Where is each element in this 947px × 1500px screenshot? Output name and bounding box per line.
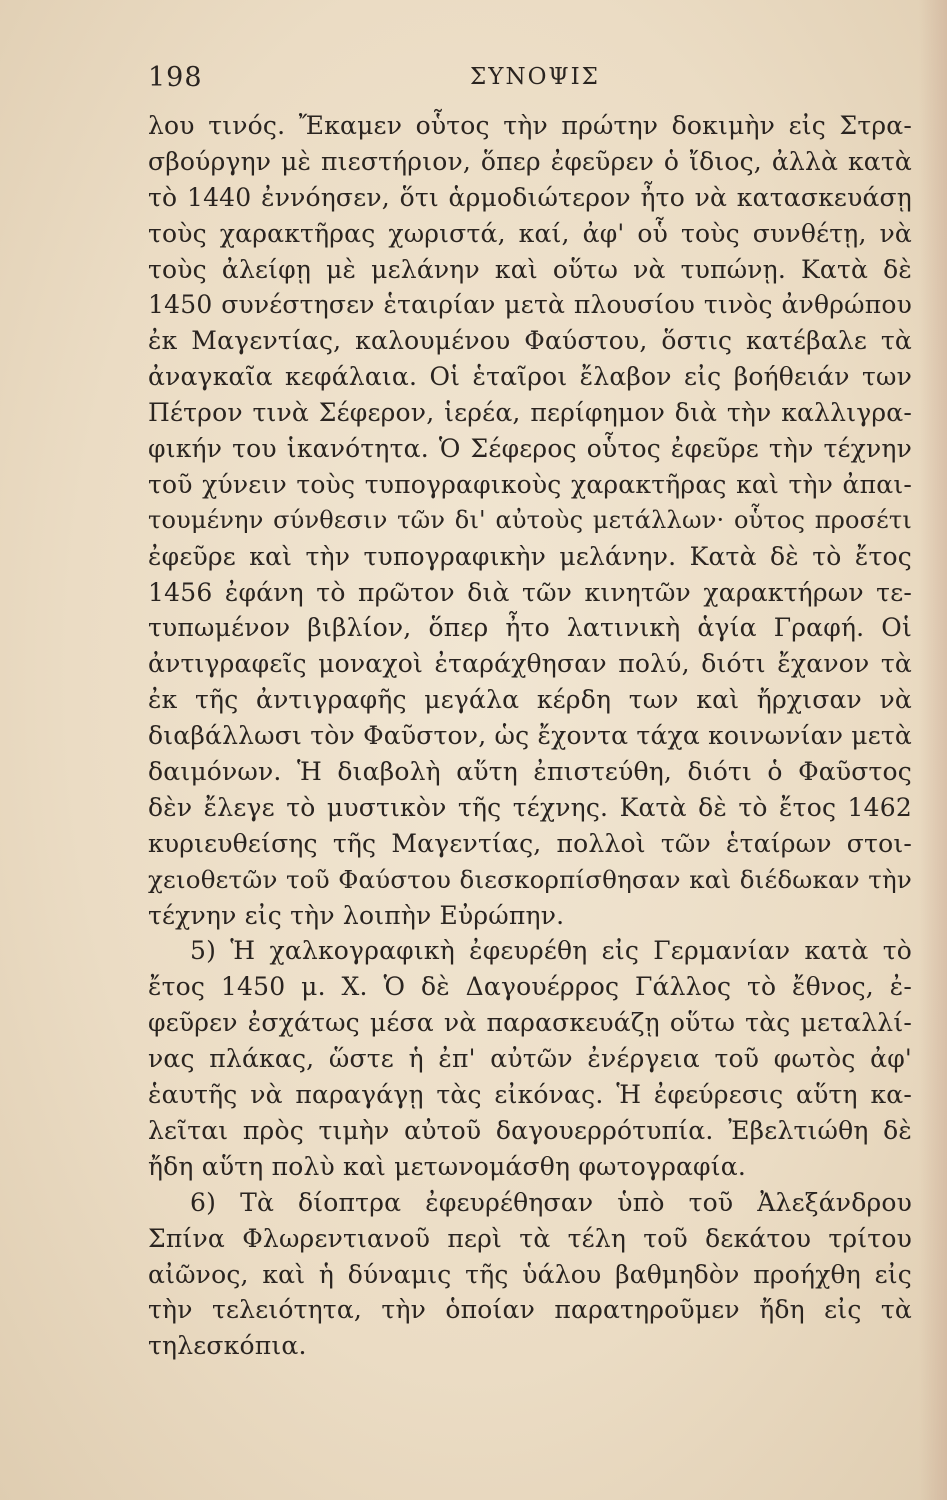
text-line: 1450 συνέστησεν ἑταιρίαν μετὰ πλουσίου τινὸς ἀνθρώπου: [148, 290, 912, 320]
text-line: ἐφεῦρε καὶ τὴν τυπογραφικὴν μελάνην. Κατὰ δὲ τὸ ἔτος: [148, 541, 912, 571]
text-line: χειοθετῶν τοῦ Φαύστου διεσκορπίσθησαν καὶ διέδωκαν τὴν: [148, 864, 912, 894]
text-line: κυριευθείσης τῆς Μαγεντίας, πολλοὶ τῶν ἑταίρων στοι-: [148, 828, 912, 858]
text-line: ἀντιγραφεῖς μοναχοὶ ἐταράχθησαν πολύ, διότι ἔχανον τὰ: [148, 649, 912, 679]
text-line: ἐκ Μαγεντίας, καλουμένου Φαύστου, ὅστις κατέβαλε τὰ: [148, 326, 912, 356]
text-line: τηλεσκόπια.: [148, 1331, 307, 1361]
page-edge-shadow: [919, 0, 947, 1500]
text-line: τὴν τελειότητα, τὴν ὁποίαν παρατηροῦμεν ἤδη εἰς τὰ: [148, 1295, 912, 1325]
text-line: τυπωμένον βιβλίον, ὅπερ ἦτο λατινικὴ ἁγία Γραφή. Οἱ: [148, 613, 912, 643]
text-line: λου τινός. Ἔκαμεν οὗτος τὴν πρώτην δοκιμὴν εἰς Στρα-: [148, 111, 912, 140]
text-line: ἤδη αὕτη πολὺ καὶ μετωνομάσθη φωτογραφία.: [148, 1151, 746, 1181]
body-text: [148, 108, 912, 1364]
page-header: [148, 62, 912, 98]
text-line: φεῦρεν ἐσχάτως μέσα νὰ παρασκευάζῃ οὕτω τὰς μεταλλί-: [148, 1008, 912, 1038]
text-line: διαβάλλωσι τὸν Φαῦστον, ὡς ἔχοντα τάχα κοινωνίαν μετὰ: [148, 721, 912, 751]
text-line: τουμένην σύνθεσιν τῶν δι' αὐτοὺς μετάλλων· οὗτος προσέτι: [148, 505, 912, 534]
text-line: σβούργην μὲ πιεστήριον, ὅπερ ἐφεῦρεν ὁ ἴδιος, ἀλλὰ κατὰ: [148, 146, 912, 176]
text-line: τέχνην εἰς τὴν λοιπὴν Εὐρώπην.: [148, 900, 565, 930]
text-line: 5) Ἡ χαλκογραφικὴ ἐφευρέθη εἰς Γερμανίαν κατὰ τὸ: [190, 936, 912, 966]
text-line: Πέτρον τινὰ Σέφερον, ἱερέα, περίφημον διὰ τὴν καλλιγρα-: [148, 398, 912, 428]
text-line: νας πλάκας, ὥστε ἡ ἐπ' αὐτῶν ἐνέργεια τοῦ φωτὸς ἀφ': [148, 1044, 912, 1074]
text-line: ἀναγκαῖα κεφάλαια. Οἱ ἑταῖροι ἔλαβον εἰς βοήθειάν των: [148, 362, 912, 392]
text-line: δαιμόνων. Ἡ διαβολὴ αὕτη ἐπιστεύθη, διότι ὁ Φαῦστος: [148, 757, 912, 787]
text-line: ἑαυτῆς νὰ παραγάγῃ τὰς εἰκόνας. Ἡ ἐφεύρεσις αὕτη κα-: [148, 1080, 912, 1110]
text-line: δὲν ἔλεγε τὸ μυστικὸν τῆς τέχνης. Κατὰ δὲ τὸ ἔτος 1462: [148, 792, 912, 822]
page-number: 198: [148, 62, 203, 93]
text-line: 1456 ἐφάνη τὸ πρῶτον διὰ τῶν κινητῶν χαρακτήρων τε-: [148, 577, 912, 607]
text-line: τοὺς ἀλείφῃ μὲ μελάνην καὶ οὕτω νὰ τυπώνῃ. Κατὰ δὲ: [148, 254, 912, 284]
text-line: 6) Τὰ δίοπτρα ἐφευρέθησαν ὑπὸ τοῦ Ἀλεξάνδρου: [190, 1187, 912, 1217]
text-line: ἔτος 1450 μ. Χ. Ὁ δὲ Δαγουέρρος Γάλλος τὸ ἔθνος, ἐ-: [148, 972, 912, 1002]
text-line: τοῦ χύνειν τοὺς τυπογραφικοὺς χαρακτῆρας καὶ τὴν ἀπαι-: [148, 469, 912, 499]
text-line: Σπίνα Φλωρεντιανοῦ περὶ τὰ τέλη τοῦ δεκάτου τρίτου: [148, 1223, 912, 1253]
running-title: ΣΥΝΟΨΙΣ: [470, 64, 600, 90]
text-line: λεῖται πρὸς τιμὴν αὐτοῦ δαγουερρότυπία. Ἐβελτιώθη δὲ: [148, 1115, 912, 1145]
text-line: αἰῶνος, καὶ ἡ δύναμις τῆς ὑάλου βαθμηδὸν προήχθη εἰς: [148, 1259, 912, 1289]
text-line: ἐκ τῆς ἀντιγραφῆς μεγάλα κέρδη των καὶ ἤρχισαν νὰ: [148, 685, 912, 715]
text-line: φικήν του ἱκανότητα. Ὁ Σέφερος οὗτος ἐφεῦρε τὴν τέχνην: [148, 434, 912, 464]
text-line: τοὺς χαρακτῆρας χωριστά, καί, ἀφ' οὗ τοὺς συνθέτῃ, νὰ: [148, 218, 912, 248]
text-line: τὸ 1440 ἐννόησεν, ὅτι ἁρμοδιώτερον ἦτο νὰ κατασκευάσῃ: [148, 182, 912, 212]
